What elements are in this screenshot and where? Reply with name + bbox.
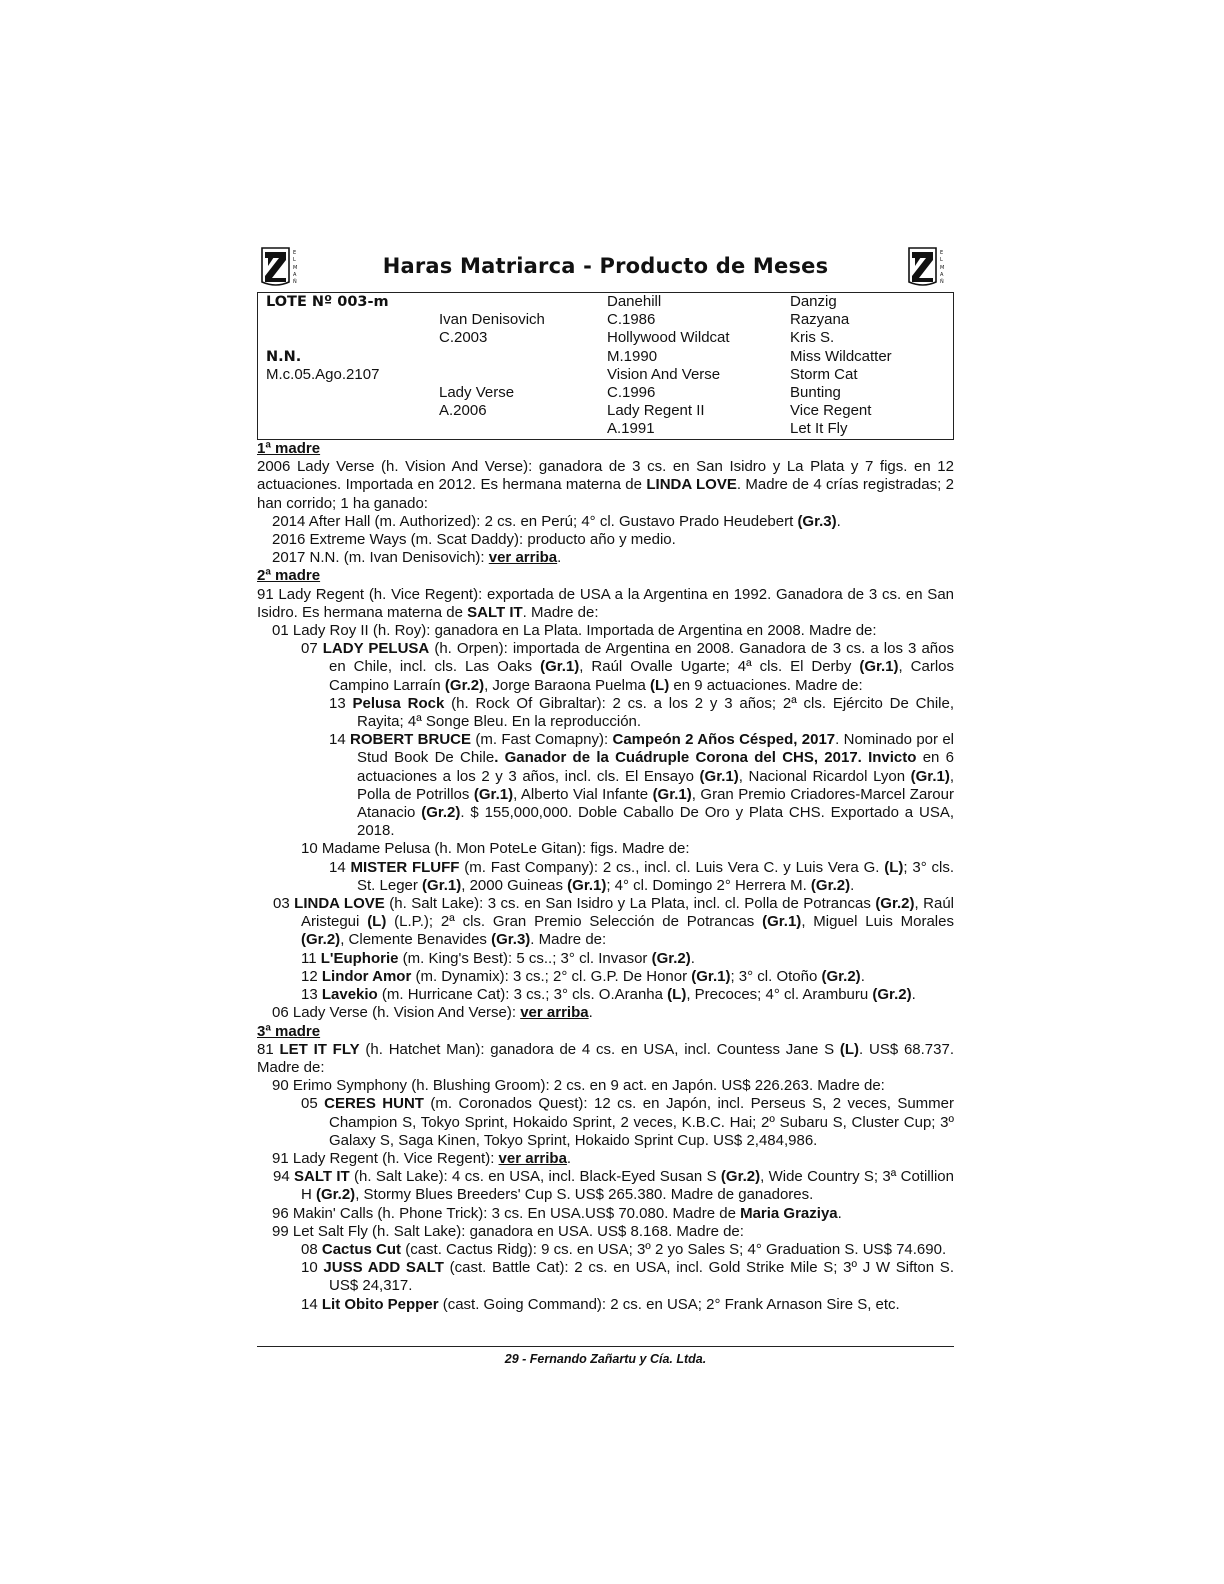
svg-text:A: A	[940, 272, 944, 278]
ped-cell: M.1990	[607, 347, 658, 365]
svg-text:E: E	[940, 250, 944, 256]
ped-cell: Danzig	[790, 293, 837, 310]
ver-arriba-link: ver arriba	[498, 1149, 567, 1167]
page-title: Haras Matriarca - Producto de Meses	[382, 254, 829, 278]
ped-cell: Vision And Verse	[607, 365, 721, 383]
pedigree-col-grandparents	[607, 293, 730, 439]
pedigree-col-parents	[439, 293, 545, 420]
ped-cell: Razyana	[790, 311, 850, 329]
dam-year: A.2006	[439, 402, 487, 420]
page-footer: 29 - Fernando Zañartu y Cía. Ltda.	[257, 1346, 954, 1366]
produce-line: 99 Let Salt Fly (h. Salt Lake): ganadora en USA. US$ 8.168. Madre de:	[272, 1222, 744, 1240]
ped-cell: Hollywood Wildcat	[607, 329, 730, 347]
produce-line: 06 Lady Verse (h. Vision And Verse): ver arriba.	[272, 1004, 593, 1022]
ver-arriba-link: ver arriba	[520, 1004, 589, 1022]
ped-cell: Bunting	[790, 384, 841, 402]
produce-line: 2016 Extreme Ways (m. Scat Daddy): producto año y medio.	[272, 531, 676, 549]
document-page	[257, 246, 954, 1314]
produce-line: 14 Lit Obito Pepper (cast. Going Command): 2 cs. en USA; 2° Frank Arnason Sire S, etc.	[301, 1295, 900, 1313]
dam-paragraph: 91 Lady Regent (h. Vice Regent): exportada de USA a la Argentina en 1992. Ganadora de 3 cs. en San Isidro. Es hermana materna de SALT IT. Madre de:	[257, 585, 954, 621]
svg-text:Ñ: Ñ	[940, 279, 944, 285]
dam-paragraph: 2006 Lady Verse (h. Vision And Verse): ganadora de 3 cs. en San Isidro y La Plata y 7 figs. en 12 actuaciones. Importada en 2012. Es hermana materna de LINDA LOVE. Madre de 4 crías registradas; 2 han corrido; 1 ha ganado:	[257, 458, 954, 512]
produce-line: 91 Lady Regent (h. Vice Regent): ver arriba.	[272, 1149, 572, 1167]
produce-line: 12 Lindor Amor (m. Dynamix): 3 cs.; 2° cl. G.P. De Honor (Gr.1); 3° cl. Otoño (Gr.2).	[301, 967, 865, 985]
dam-name: Lady Verse	[439, 384, 515, 402]
ped-cell: Lady Regent II	[607, 402, 705, 420]
produce-line: 2017 N.N. (m. Ivan Denisovich): ver arriba.	[272, 549, 562, 567]
section-heading-3rd-dam: 3ª madre	[257, 1022, 321, 1040]
svg-text:M: M	[293, 265, 298, 271]
svg-text:L: L	[293, 257, 296, 263]
ped-cell: C.1986	[607, 311, 656, 329]
produce-line: 03 LINDA LOVE (h. Salt Lake): 3 cs. en San Isidro y La Plata, incl. cl. Polla de Potrancas (Gr.2), Raúl Aristegui (L) (L.P.); 2ª cls. Gran Premio Selección de Potrancas (Gr.1), Miguel Luis Morales (Gr.2), Clemente Benavides (Gr.3). Madre de:	[273, 895, 954, 949]
dam-paragraph: 81 LET IT FLY (h. Hatchet Man): ganadora de 4 cs. en USA, incl. Countess Jane S (L). US$ 68.737. Madre de:	[257, 1040, 954, 1076]
produce-line: 96 Makin' Calls (h. Phone Trick): 3 cs. En USA.US$ 70.080. Madre de Maria Graziya.	[272, 1204, 842, 1222]
sire-year: C.2003	[439, 329, 488, 347]
svg-text:L: L	[940, 257, 943, 263]
sire-name: Ivan Denisovich	[439, 311, 545, 329]
ped-cell: Kris S.	[790, 329, 835, 347]
svg-text:E: E	[293, 250, 297, 256]
ped-cell: Let It Fly	[790, 420, 848, 438]
svg-text:Ñ: Ñ	[293, 279, 297, 285]
section-heading-1st-dam: 1ª madre	[257, 440, 321, 457]
pedigree-table	[257, 293, 954, 440]
produce-line: 94 SALT IT (h. Salt Lake): 4 cs. en USA, incl. Black-Eyed Susan S (Gr.2), Wide Country S; 3ª Cotillion H (Gr.2), Stormy Blues Breeders' Cup S. US$ 265.380. Madre de ganadores.	[273, 1168, 954, 1204]
svg-text:M: M	[940, 265, 945, 271]
page-header	[257, 246, 954, 293]
pedigree-col-subject	[266, 293, 389, 384]
svg-text:A: A	[293, 272, 297, 278]
ped-cell: A.1991	[607, 420, 655, 438]
ped-cell: Danehill	[607, 293, 662, 310]
produce-line: 01 Lady Roy II (h. Roy): ganadora en La Plata. Importada de Argentina en 2008. Madre de:	[272, 622, 877, 640]
produce-line: 10 JUSS ADD SALT (cast. Battle Cat): 2 cs. en USA, incl. Gold Strike Mile S; 3º J W Sifton S. US$ 24,317.	[301, 1259, 954, 1295]
haras-logo-right	[906, 246, 952, 288]
foal-info: M.c.05.Ago.2107	[266, 365, 380, 383]
ped-cell: C.1996	[607, 384, 656, 402]
produce-line: 10 Madame Pelusa (h. Mon PoteLe Gitan): figs. Madre de:	[301, 840, 690, 858]
family-text	[257, 440, 954, 1314]
produce-line: 14 ROBERT BRUCE (m. Fast Comapny): Campeón 2 Años Césped, 2017. Nominado por el Stud Book De Chile. Ganador de la Cuádruple Corona del CHS, 2017. Invicto en 6 actuaciones a los 2 y 3 años, incl. cls. El Ensayo (Gr.1), Nacional Ricardol Lyon (Gr.1), Polla de Potrillos (Gr.1), Alberto Vial Infante (Gr.1), Gran Premio Criadores-Marcel Zarour Atanacio (Gr.2). $ 155,000,000. Doble Caballo De Oro y Plata CHS. Exportado a USA, 2018.	[329, 731, 954, 840]
ped-cell: Vice Regent	[790, 402, 872, 420]
foal-name: N.N.	[266, 348, 302, 365]
produce-line: 14 MISTER FLUFF (m. Fast Company): 2 cs., incl. cl. Luis Vera C. y Luis Vera G. (L); 3° cls. St. Leger (Gr.1), 2000 Guineas (Gr.1); 4° cl. Domingo 2° Herrera M. (Gr.2).	[329, 858, 954, 894]
produce-line: 13 Lavekio (m. Hurricane Cat): 3 cs.; 3° cls. O.Aranha (L), Precoces; 4° cl. Aramburu (Gr.2).	[301, 986, 916, 1004]
produce-line: 07 LADY PELUSA (h. Orpen): importada de Argentina en 2008. Ganadora de 3 cs. a los 3 años en Chile, incl. cls. Las Oaks (Gr.1), Raúl Ovalle Ugarte; 4ª cls. El Derby (Gr.1), Carlos Campino Larraín (Gr.2), Jorge Baraona Puelma (L) en 9 actuaciones. Madre de:	[301, 640, 954, 694]
produce-line: 2014 After Hall (m. Authorized): 2 cs. en Perú; 4° cl. Gustavo Prado Heudebert (Gr.3).	[272, 512, 841, 530]
produce-line: 13 Pelusa Rock (h. Rock Of Gibraltar): 2 cs. a los 2 y 3 años; 2ª cls. Ejército De Chile, Rayita; 4ª Songe Bleu. En la reproducción.	[329, 694, 954, 731]
produce-line: 90 Erimo Symphony (h. Blushing Groom): 2 cs. en 9 act. en Japón. US$ 226.263. Madre de:	[272, 1077, 885, 1095]
ver-arriba-link: ver arriba	[488, 549, 558, 567]
ped-cell: Storm Cat	[790, 365, 858, 383]
produce-line: 11 L'Euphorie (m. King's Best): 5 cs..; 3° cl. Invasor (Gr.2).	[301, 949, 695, 967]
ped-cell: Miss Wildcatter	[790, 347, 892, 365]
section-heading-2nd-dam: 2ª madre	[257, 567, 321, 585]
pedigree-col-great-grandparents	[790, 293, 892, 439]
produce-line: 08 Cactus Cut (cast. Cactus Ridg): 9 cs. en USA; 3º 2 yo Sales S; 4° Graduation S. US$ 74.690.	[301, 1240, 947, 1258]
lot-number: LOTE Nº 003-m	[266, 294, 389, 310]
produce-line: 05 CERES HUNT (m. Coronados Quest): 12 cs. en Japón, incl. Perseus S, 2 veces, Summer Champion S, Tokyo Sprint, Hokaido Sprint, 2 veces, K.B.C. Hai; 2º Subaru S, Cluster Cup; 3º Galaxy S, Saga Kinen, Tokyo Sprint, Hokaido Sprint Cup. US$ 2,484,986.	[301, 1095, 955, 1149]
